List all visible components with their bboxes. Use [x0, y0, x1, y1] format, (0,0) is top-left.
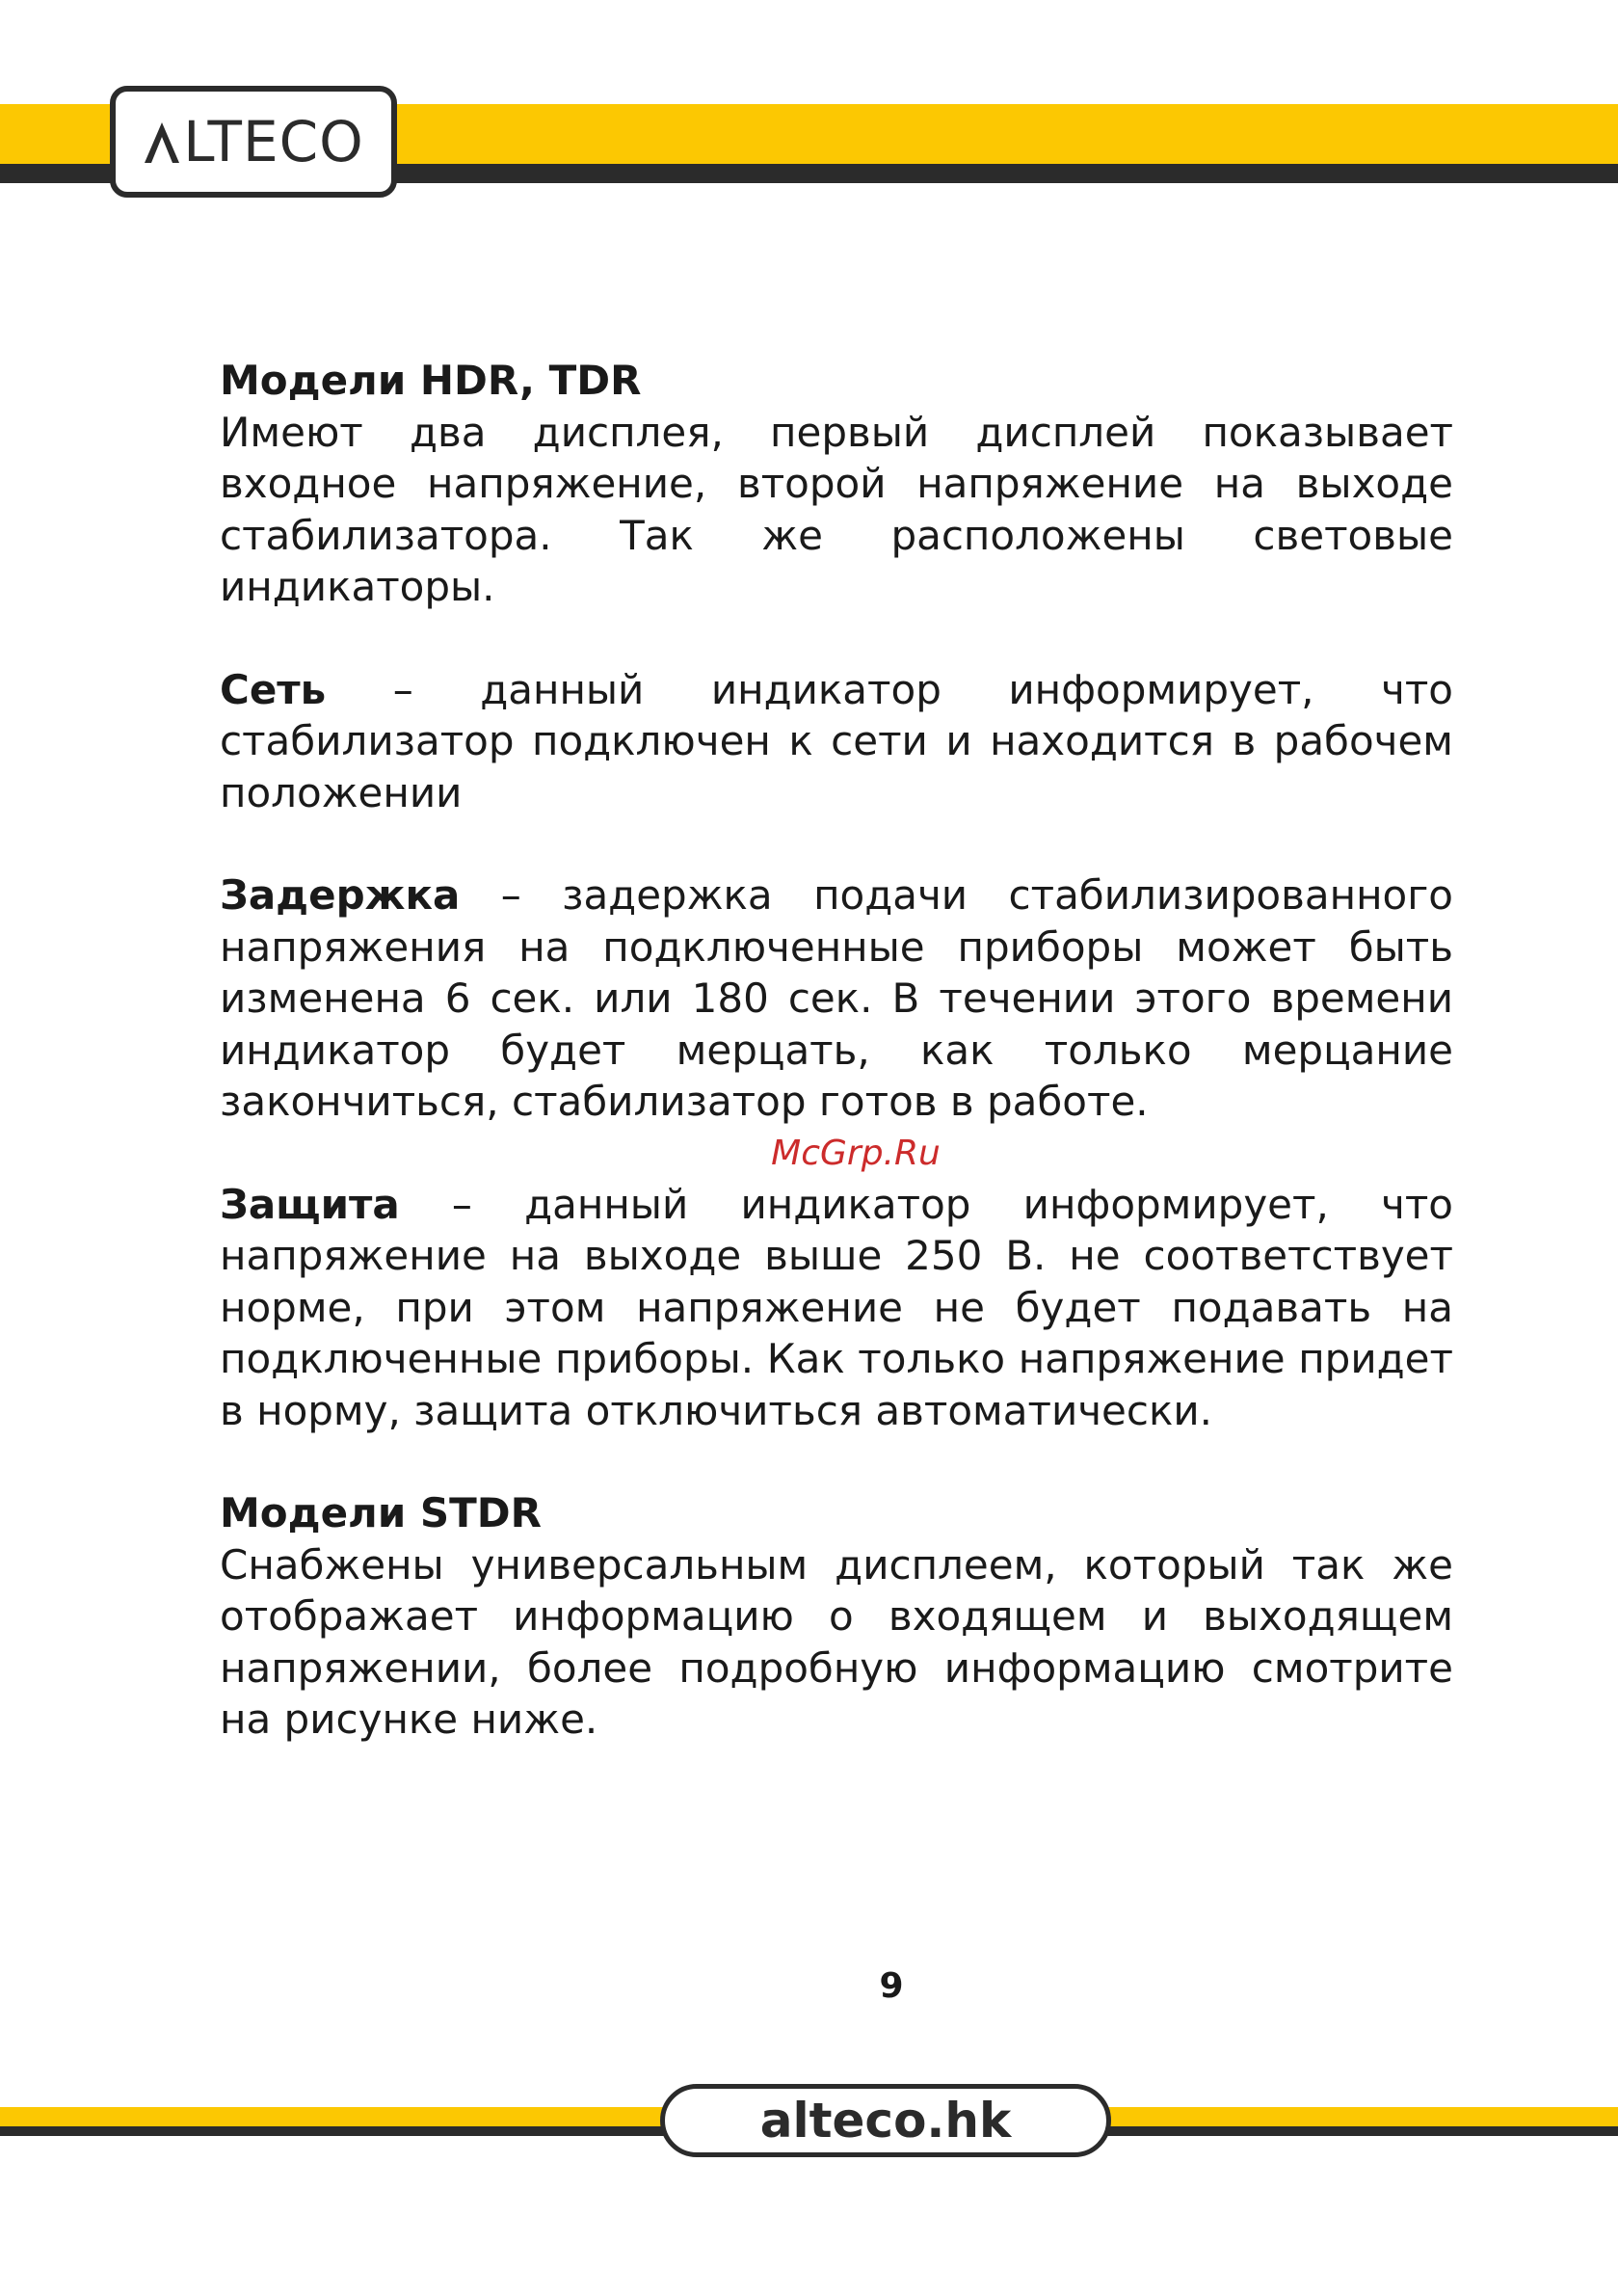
- term-network: Сеть: [220, 665, 327, 713]
- section-heading-stdr: Модели STDR: [220, 1489, 542, 1536]
- brand-logo-text: [143, 109, 364, 174]
- paragraph-delay: [220, 869, 1453, 1128]
- text-delay: – задержка подачи стабилизированного напряжения на подключенные приборы может быть изменена 6 сек. или 180 сек. В течении этого времени индикатор будет мерцать, как только мерцание закончиться, стабилизатор готов в работе.: [220, 871, 1453, 1125]
- footer-site-badge: [660, 2084, 1111, 2157]
- section-heading-hdr-tdr: Модели HDR, TDR: [220, 357, 642, 404]
- text-protection: – данный индикатор информирует, что напряжение на выходе выше 250 В. не соответствует норме, при этом напряжение не будет подавать на подключенные приборы. Как только напряжение придет в норму, защита отключиться автоматически.: [220, 1180, 1453, 1434]
- paragraph-network: [220, 664, 1453, 819]
- spacer: [220, 613, 1453, 664]
- page-content: [220, 355, 1453, 1746]
- footer-site-url: alteco.hk: [759, 2093, 1012, 2149]
- term-protection: Защита: [220, 1180, 400, 1228]
- section-text-hdr-tdr: Имеют два дисплея, первый дисплей показывает входное напряжение, второй напряжение на выходе стабилизатора. Так же расположены световые индикаторы.: [220, 408, 1453, 610]
- spacer: [220, 1436, 1453, 1487]
- page-number: 9: [879, 1966, 904, 2006]
- chevron-a-logo-icon: [143, 120, 181, 163]
- spacer: [220, 818, 1453, 869]
- text-network: – данный индикатор информирует, что стабилизатор подключен к сети и находится в рабочем положении: [220, 665, 1453, 816]
- brand-logo: [110, 86, 397, 198]
- paragraph-protection: [220, 1179, 1453, 1437]
- section-text-stdr: Снабжены универсальным дисплеем, который так же отображает информацию о входящем и выходящем напряжении, более подробную информацию смотрите на рисунке ниже.: [220, 1540, 1453, 1743]
- watermark: McGrp.Ru: [771, 1133, 941, 1173]
- brand-logo-letters: LTECO: [183, 109, 364, 174]
- term-delay: Задержка: [220, 871, 461, 919]
